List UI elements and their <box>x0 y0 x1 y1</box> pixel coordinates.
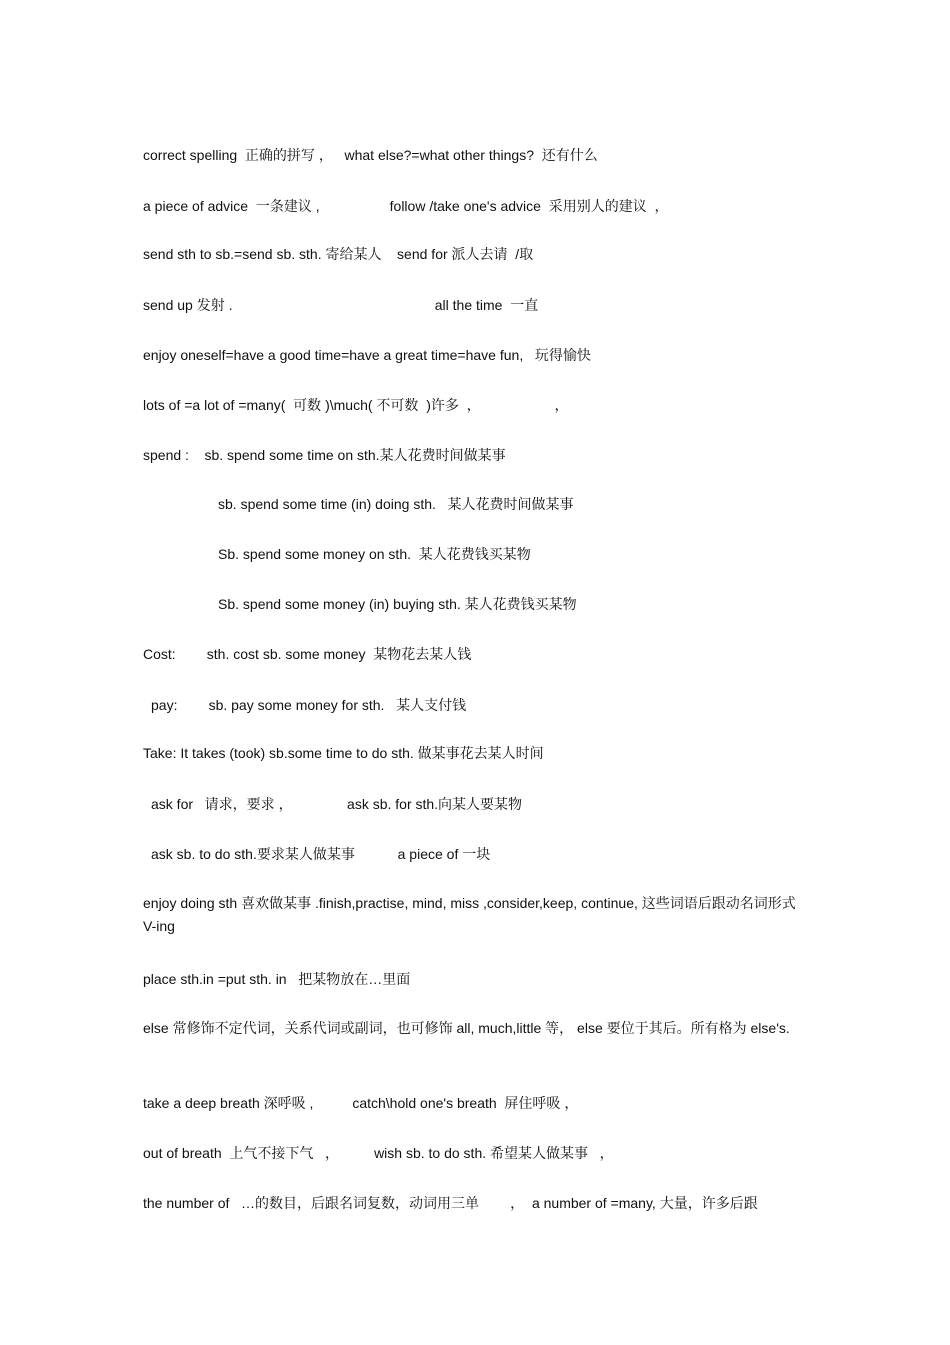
text-line: lots of =a lot of =many( 可数 )\much( 不可数 )许多 ， ， <box>143 397 569 413</box>
text-line: spend : sb. spend some time on sth.某人花费时间做某事 <box>143 447 506 463</box>
text-line: sb. spend some time (in) doing sth. 某人花费时间做某事 <box>218 496 574 512</box>
text-line: out of breath 上气不接下气 ， wish sb. to do sth. 希望某人做某事 ， <box>143 1145 614 1161</box>
text-line: ask sb. to do sth.要求某人做某事 a piece of 一块 <box>151 846 491 862</box>
text-line: send up 发射 . all the time 一直 <box>143 297 539 313</box>
text-line: take a deep breath 深呼吸 , catch\hold one's breath 屏住呼吸 ， <box>143 1095 579 1111</box>
text-line: ask for 请求，要求 ， ask sb. for sth.向某人要某物 <box>151 796 523 812</box>
text-line: correct spelling 正确的拼写 ， what else?=what other things? 还有什么 <box>143 147 598 163</box>
text-line: enjoy oneself=have a good time=have a great time=have fun, 玩得愉快 <box>143 347 591 363</box>
text-line: Sb. spend some money (in) buying sth. 某人花费钱买某物 <box>218 596 577 612</box>
text-line: Cost: sth. cost sb. some money 某物花去某人钱 <box>143 646 472 662</box>
text-line: the number of …的数目，后跟名词复数，动词用三单 ， a number of =many, 大量，许多后跟 <box>143 1195 758 1211</box>
text-line: else 常修饰不定代词，关系代词或副词，也可修饰 all, much,little 等， else 要位于其后。所有格为 else's. <box>143 1020 790 1036</box>
text-line: send sth to sb.=send sb. sth. 寄给某人 send for 派人去请 /取 <box>143 246 534 262</box>
text-line: a piece of advice 一条建议 , follow /take one's advice 采用别人的建议 ， <box>143 198 669 214</box>
text-line: pay: sb. pay some money for sth. 某人支付钱 <box>151 697 467 713</box>
text-line: enjoy doing sth 喜欢做某事 .finish,practise, mind, miss ,consider,keep, continue, 这些词语后跟动名词形式 V-ing <box>143 895 796 934</box>
text-line: Take: It takes (took) sb.some time to do sth. 做某事花去某人时间 <box>143 745 544 761</box>
text-line: Sb. spend some money on sth. 某人花费钱买某物 <box>218 546 531 562</box>
text-line: place sth.in =put sth. in 把某物放在…里面 <box>143 971 411 987</box>
